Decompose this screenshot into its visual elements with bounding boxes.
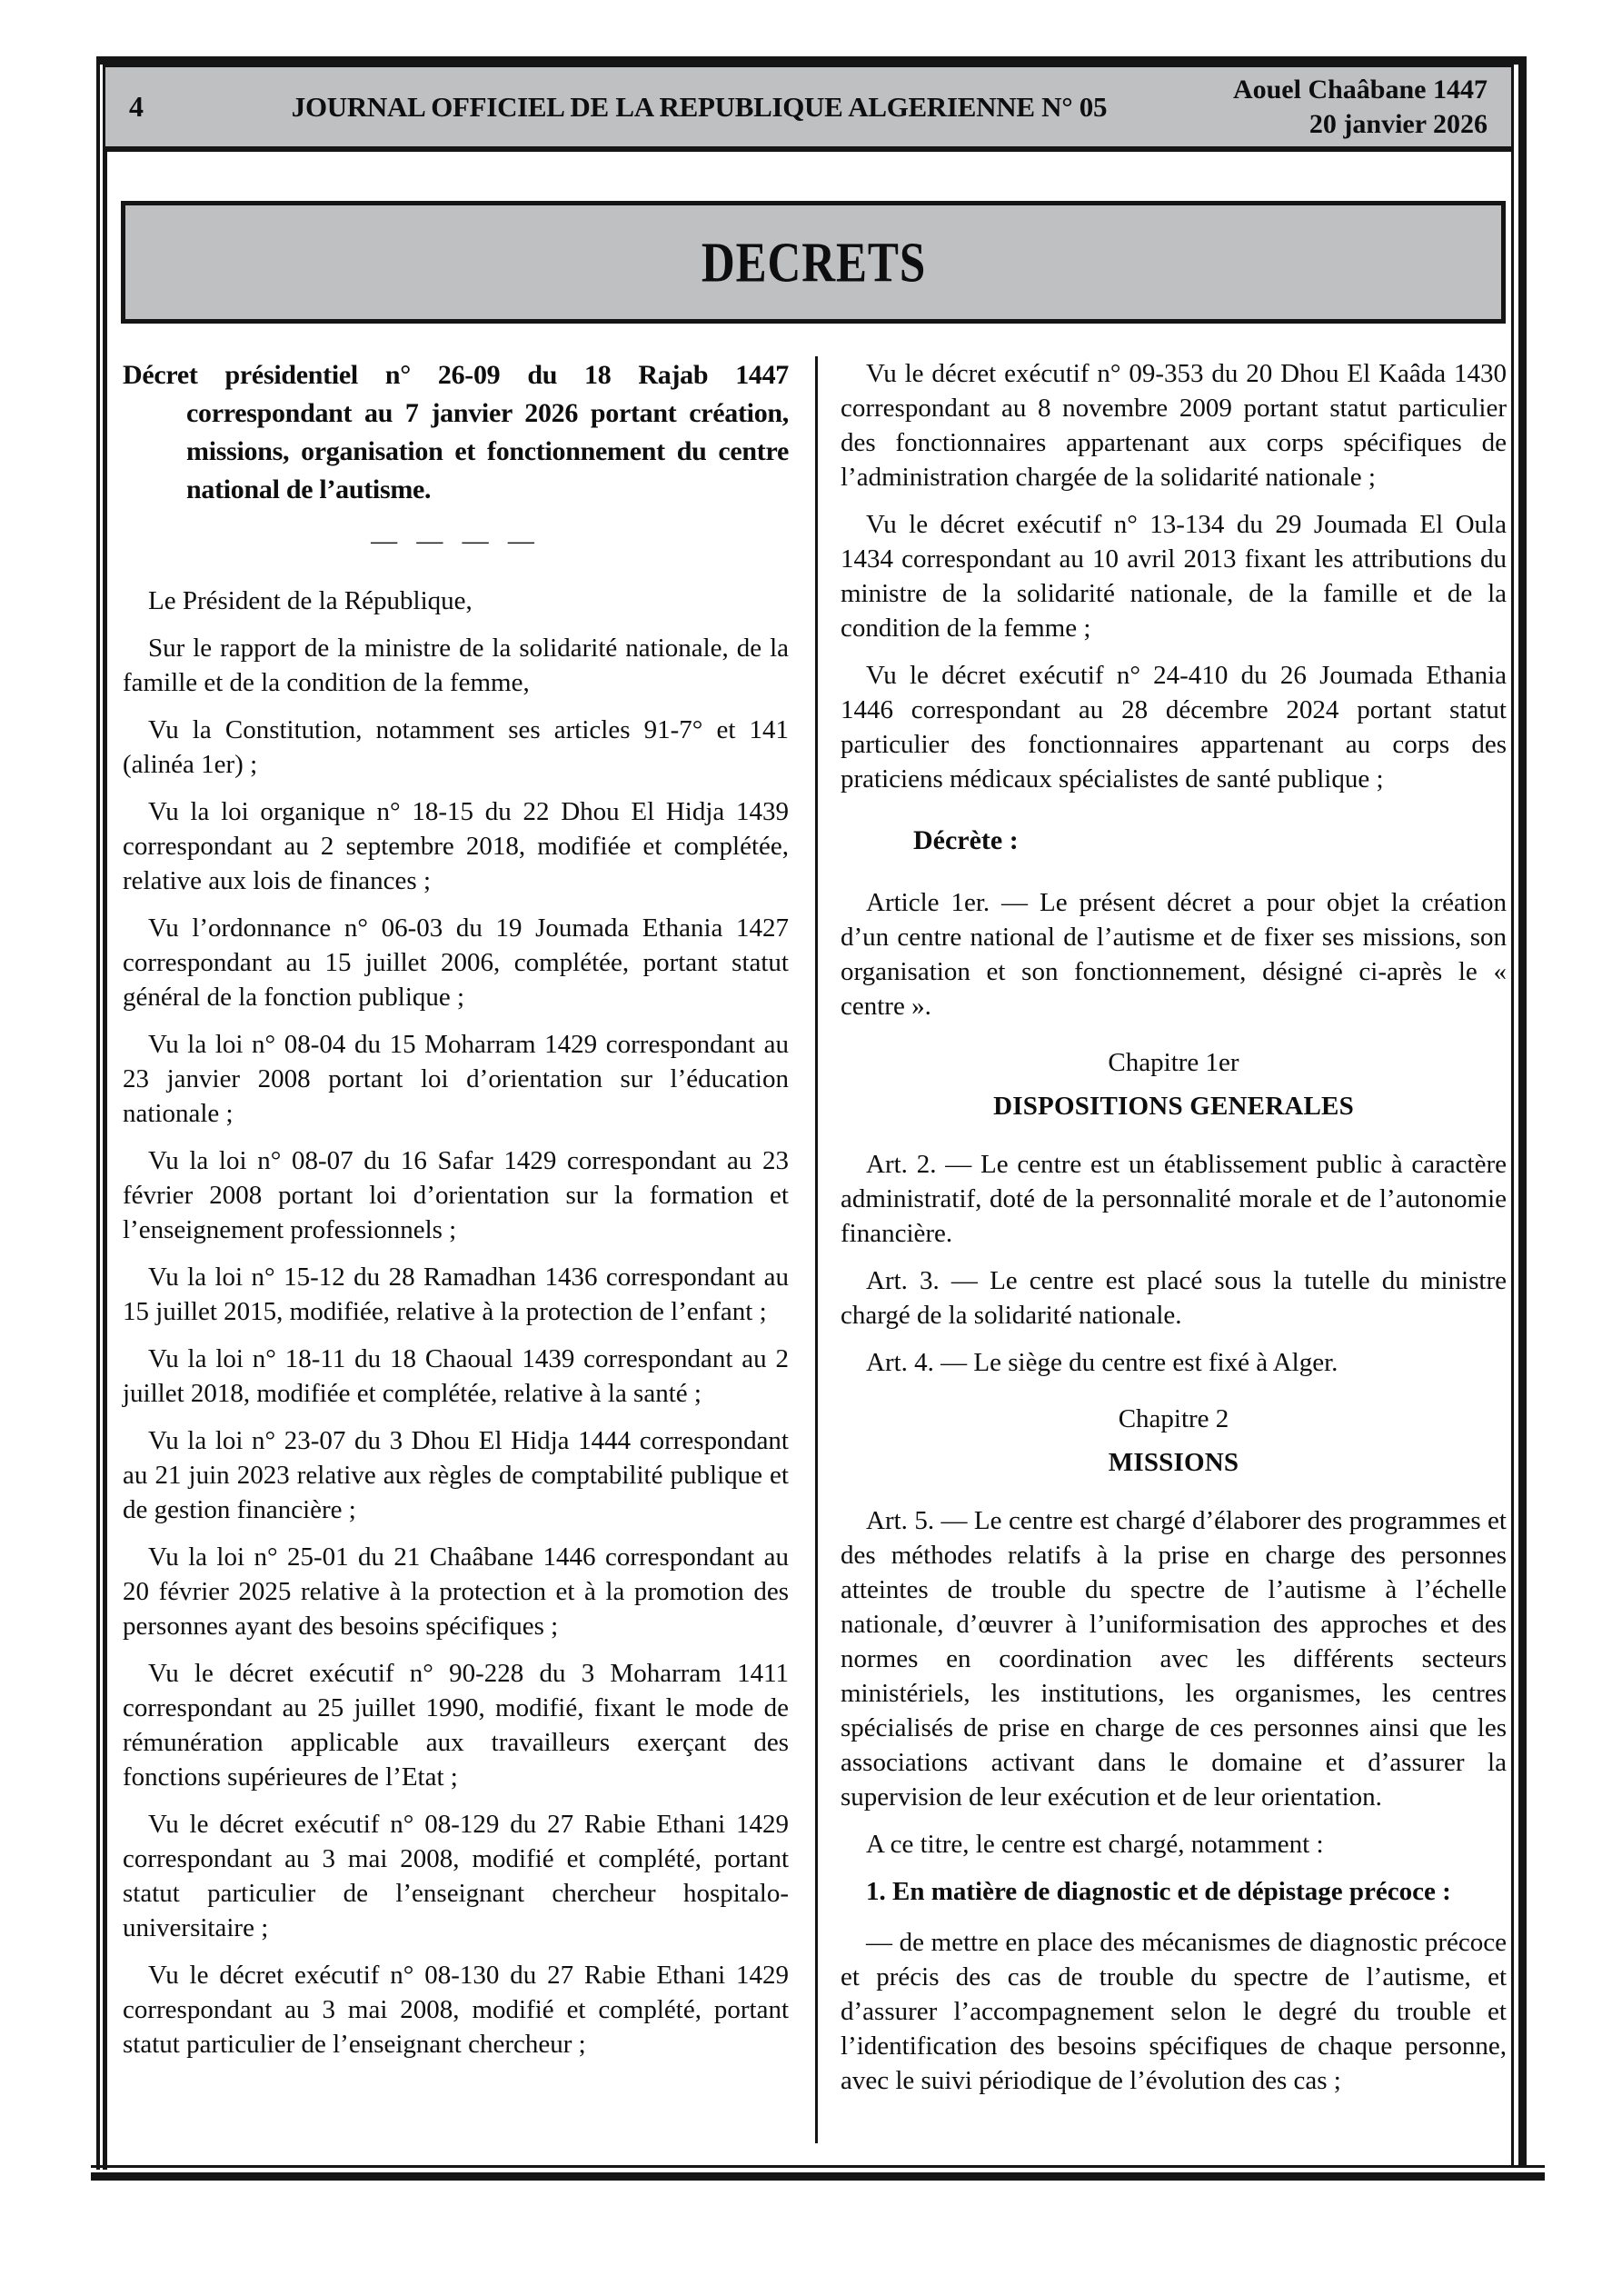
section-banner-title: DECRETS: [701, 230, 926, 294]
paragraph: Vu l’ordonnance n° 06-03 du 19 Joumada Ethania 1427 correspondant au 15 juillet 2006, complétée, portant statut général de la fonction publique ;: [123, 913, 789, 1012]
paragraph: Vu la loi n° 15-12 du 28 Ramadhan 1436 correspondant au 15 juillet 2015, modifiée, relative à la protection de l’enfant ;: [123, 1263, 789, 1326]
paragraph: Vu la loi n° 08-04 du 15 Moharram 1429 correspondant au 23 janvier 2008 portant loi d’orientation sur l’éducation nationale ;: [123, 1030, 789, 1128]
hijri-date: Aouel Chaâbane 1447: [1232, 74, 1488, 105]
page-number: 4: [129, 90, 144, 123]
section-banner: [121, 201, 1506, 324]
paragraph: — de mettre en place des mécanismes de diagnostic précoce et précis des cas de trouble du spectre de l’autisme, et d’assurer l’accompagnement selon le degré du trouble et l’identification des besoins spécifiques de chaque personne, avec le suivi périodique de l’évolution des cas ;: [841, 1928, 1507, 2095]
left-border-outer-rule: [96, 56, 100, 2170]
paragraph: Vu la loi n° 25-01 du 21 Chaâbane 1446 correspondant au 20 février 2025 relative à la protection et à la promotion des personnes ayant des besoins spécifiques ;: [123, 1542, 789, 1641]
left-column: [123, 356, 789, 2074]
chapter-title: MISSIONS: [1108, 1448, 1239, 1477]
paragraph: Vu la loi n° 23-07 du 3 Dhou El Hidja 1444 correspondant au 21 juin 2023 relative aux règles de comptabilité publique et de gestion financière ;: [123, 1426, 789, 1524]
bottom-border-thin-rule: [91, 2165, 1545, 2168]
left-border-inner-rule: [103, 56, 107, 2170]
decrete: Décrète :: [913, 825, 1019, 855]
paragraph: Le Président de la République,: [148, 586, 473, 615]
journal-title: JOURNAL OFFICIEL DE LA REPUBLIQUE ALGERIENNE N° 05: [291, 90, 1108, 123]
paragraph: Vu la loi n° 08-07 du 16 Safar 1429 correspondant au 23 février 2008 portant loi d’orientation sur la formation et l’enseignement professionnels ;: [123, 1146, 789, 1244]
paragraph: Vu la Constitution, notamment ses articles 91-7° et 141 (alinéa 1er) ;: [123, 715, 789, 779]
right-border-inner-rule: [1511, 64, 1514, 2168]
chapter-title: DISPOSITIONS GENERALES: [993, 1092, 1354, 1121]
gregorian-date: 20 janvier 2026: [1309, 108, 1488, 139]
paragraph: Vu le décret exécutif n° 08-130 du 27 Rabie Ethani 1429 correspondant au 3 mai 2008, modifié et complété, portant statut particulier de l’enseignant chercheur ;: [123, 1961, 789, 2059]
issue-dates: [1233, 73, 1488, 142]
lead-heading: Décret présidentiel n° 26-09 du 18 Rajab 1447 correspondant au 7 janvier 2026 portant création, missions, organisation et fonctionnement du centre national de l’autisme.: [123, 360, 789, 504]
paragraph: Vu le décret exécutif n° 09-353 du 20 Dhou El Kaâda 1430 correspondant au 8 novembre 2009 portant statut particulier des fonctionnaires appartenant aux corps spécifiques de l’administration chargée de la solidarité nationale ;: [841, 359, 1507, 492]
paragraph: Sur le rapport de la ministre de la solidarité nationale, de la famille et de la condition de la femme,: [123, 634, 789, 697]
right-column: [841, 356, 1507, 2111]
right-border-outer-rule: [1518, 56, 1527, 2168]
paragraph: Vu le décret exécutif n° 13-134 du 29 Joumada El Oula 1434 correspondant au 10 avril 2013 fixant les attributions du ministre de la solidarité nationale, de la famille et de la condition de la femme ;: [841, 510, 1507, 643]
top-border-rule: [96, 56, 1527, 65]
bottom-border-thick-rule: [91, 2172, 1545, 2181]
paragraph: Art. 4. — Le siège du centre est fixé à Alger.: [866, 1348, 1338, 1377]
column-divider-rule: [815, 356, 818, 2143]
page-header: [103, 65, 1514, 152]
paragraph: Vu le décret exécutif n° 08-129 du 27 Rabie Ethani 1429 correspondant au 3 mai 2008, modifié et complété, portant statut particulier de l’enseignant chercheur hospitalo-universitaire ;: [123, 1810, 789, 1942]
chapter: Chapitre 1er: [1108, 1048, 1239, 1077]
dash-separator: — — — —: [371, 526, 541, 555]
paragraph: Vu le décret exécutif n° 24-410 du 26 Joumada Ethania 1446 correspondant au 28 décembre 2024 portant statut particulier des fonctionnaires appartenant au corps des praticiens médicaux spécialistes de santé publique ;: [841, 661, 1507, 794]
paragraph: Vu le décret exécutif n° 90-228 du 3 Moharram 1411 correspondant au 25 juillet 1990, modifié, fixant le mode de rémunération applicable aux travailleurs exerçant des fonctions supérieures de l’Etat ;: [123, 1659, 789, 1792]
paragraph: Art. 3. — Le centre est placé sous la tutelle du ministre chargé de la solidarité nationale.: [841, 1266, 1507, 1330]
paragraph: A ce titre, le centre est chargé, notamment :: [866, 1830, 1324, 1859]
paragraph: Vu la loi n° 18-11 du 18 Chaoual 1439 correspondant au 2 juillet 2018, modifiée et complétée, relative à la santé ;: [123, 1344, 789, 1408]
chapter: Chapitre 2: [1118, 1404, 1229, 1433]
paragraph: Article 1er. — Le présent décret a pour objet la création d’un centre national de l’autisme et de fixer ses missions, son organisation et son fonctionnement, désigné ci-après le « centre ».: [841, 888, 1507, 1021]
paragraph: Vu la loi organique n° 18-15 du 22 Dhou El Hidja 1439 correspondant au 2 septembre 2018, modifiée et complétée, relative aux lois de finances ;: [123, 797, 789, 895]
paragraph: Art. 2. — Le centre est un établissement public à caractère administratif, doté de la personnalité morale et de l’autonomie financière.: [841, 1150, 1507, 1248]
bold-item: 1. En matière de diagnostic et de dépistage précoce :: [866, 1877, 1451, 1906]
paragraph: Art. 5. — Le centre est chargé d’élaborer des programmes et des méthodes relatifs à la prise en charge des personnes atteintes de trouble du spectre de l’autisme à l’échelle nationale, d’œuvrer à l’uniformisation des approches et des normes en coordination avec les différents secteurs ministériels, les institutions, les organismes, les centres spécialisés de prise en charge de ces personnes ainsi que les associations activant dans le domaine et d’assurer la supervision de leur exécution et de leur orientation.: [841, 1506, 1507, 1812]
